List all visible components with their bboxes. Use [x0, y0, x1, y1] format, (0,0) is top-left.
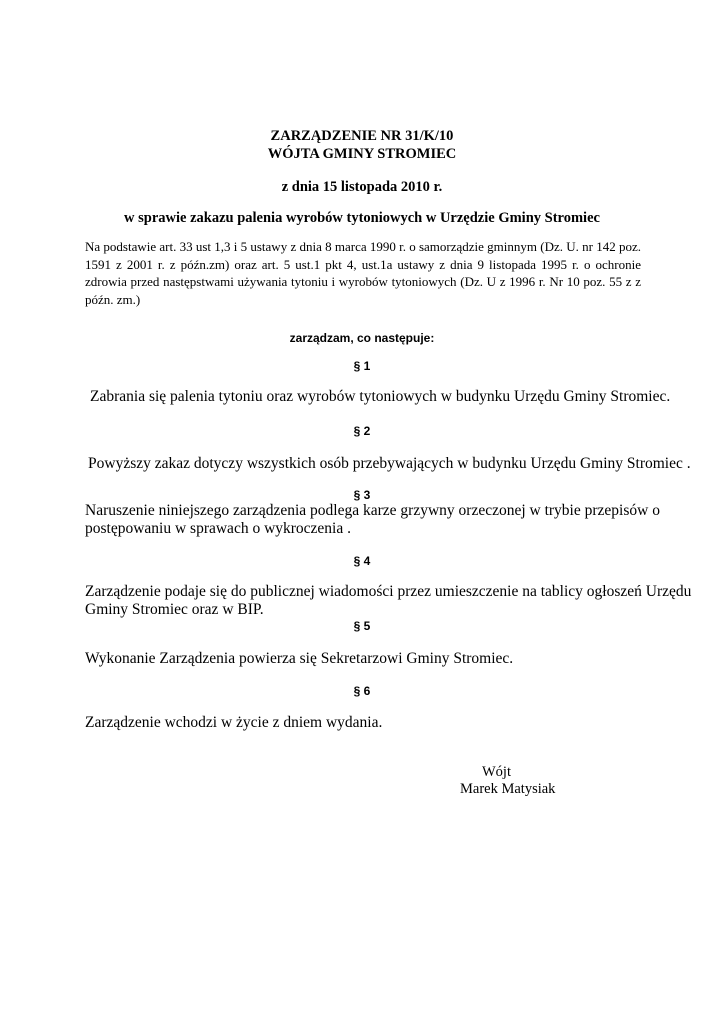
section-2-text: Powyższy zakaz dotyczy wszystkich osób przebywających w budynku Urzędu Gminy Stromiec . — [88, 455, 691, 472]
section-1-sign: § 1 — [353, 359, 371, 373]
section-1-text: Zabrania się palenia tytoniu oraz wyrobów tytoniowych w budynku Urzędu Gminy Stromiec. — [90, 388, 671, 405]
section-3-text-line1: Naruszenie niniejszego zarządzenia podlega karze grzywny orzeczonej w trybie przepisów o — [85, 502, 660, 519]
section-4-text-line1: Zarządzenie podaje się do publicznej wiadomości przez umieszczenie na tablicy ogłoszeń Urzędu — [85, 583, 692, 600]
section-6-sign: § 6 — [353, 684, 371, 698]
section-3-text-line2: postępowaniu w sprawach o wykroczenia . — [85, 520, 351, 537]
document-subject: w sprawie zakazu palenia wyrobów tytoniowych w Urzędzie Gminy Stromiec — [124, 210, 600, 226]
section-3-sign: § 3 — [353, 488, 371, 502]
document-date: z dnia 15 listopada 2010 r. — [281, 179, 443, 195]
decree-line: zarządzam, co następuje: — [289, 331, 435, 345]
section-4-text-line2: Gminy Stromiec oraz w BIP. — [85, 601, 264, 618]
document-title-line1: ZARZĄDZENIE NR 31/K/10 — [270, 128, 454, 144]
document-title-line2: WÓJTA GMINY STROMIEC — [267, 146, 457, 162]
signature-role: Wójt — [482, 764, 511, 780]
section-5-text: Wykonanie Zarządzenia powierza się Sekretarzowi Gminy Stromiec. — [85, 650, 514, 667]
document-preamble: Na podstawie art. 33 ust 1,3 i 5 ustawy z dnia 8 marca 1990 r. o samorządzie gminnym (Dz. U. nr 142 poz. 1591 z 2001 r. z późn.zm) oraz art. 5 ust.1 pkt 4, ust.1a ustawy z dnia 9 listopada 1995 r. o ochronie zdrowia przed następstwami używania tytoniu i wyrobów tytoniowych (Dz. U z 1996 r. Nr 10 poz. 55 z z późn. zm.) — [85, 239, 641, 307]
section-5-sign: § 5 — [353, 619, 371, 633]
signature-name: Marek Matysiak — [460, 781, 556, 797]
section-6-text: Zarządzenie wchodzi w życie z dniem wydania. — [85, 714, 383, 731]
section-2-sign: § 2 — [353, 424, 371, 438]
section-4-sign: § 4 — [353, 554, 371, 568]
